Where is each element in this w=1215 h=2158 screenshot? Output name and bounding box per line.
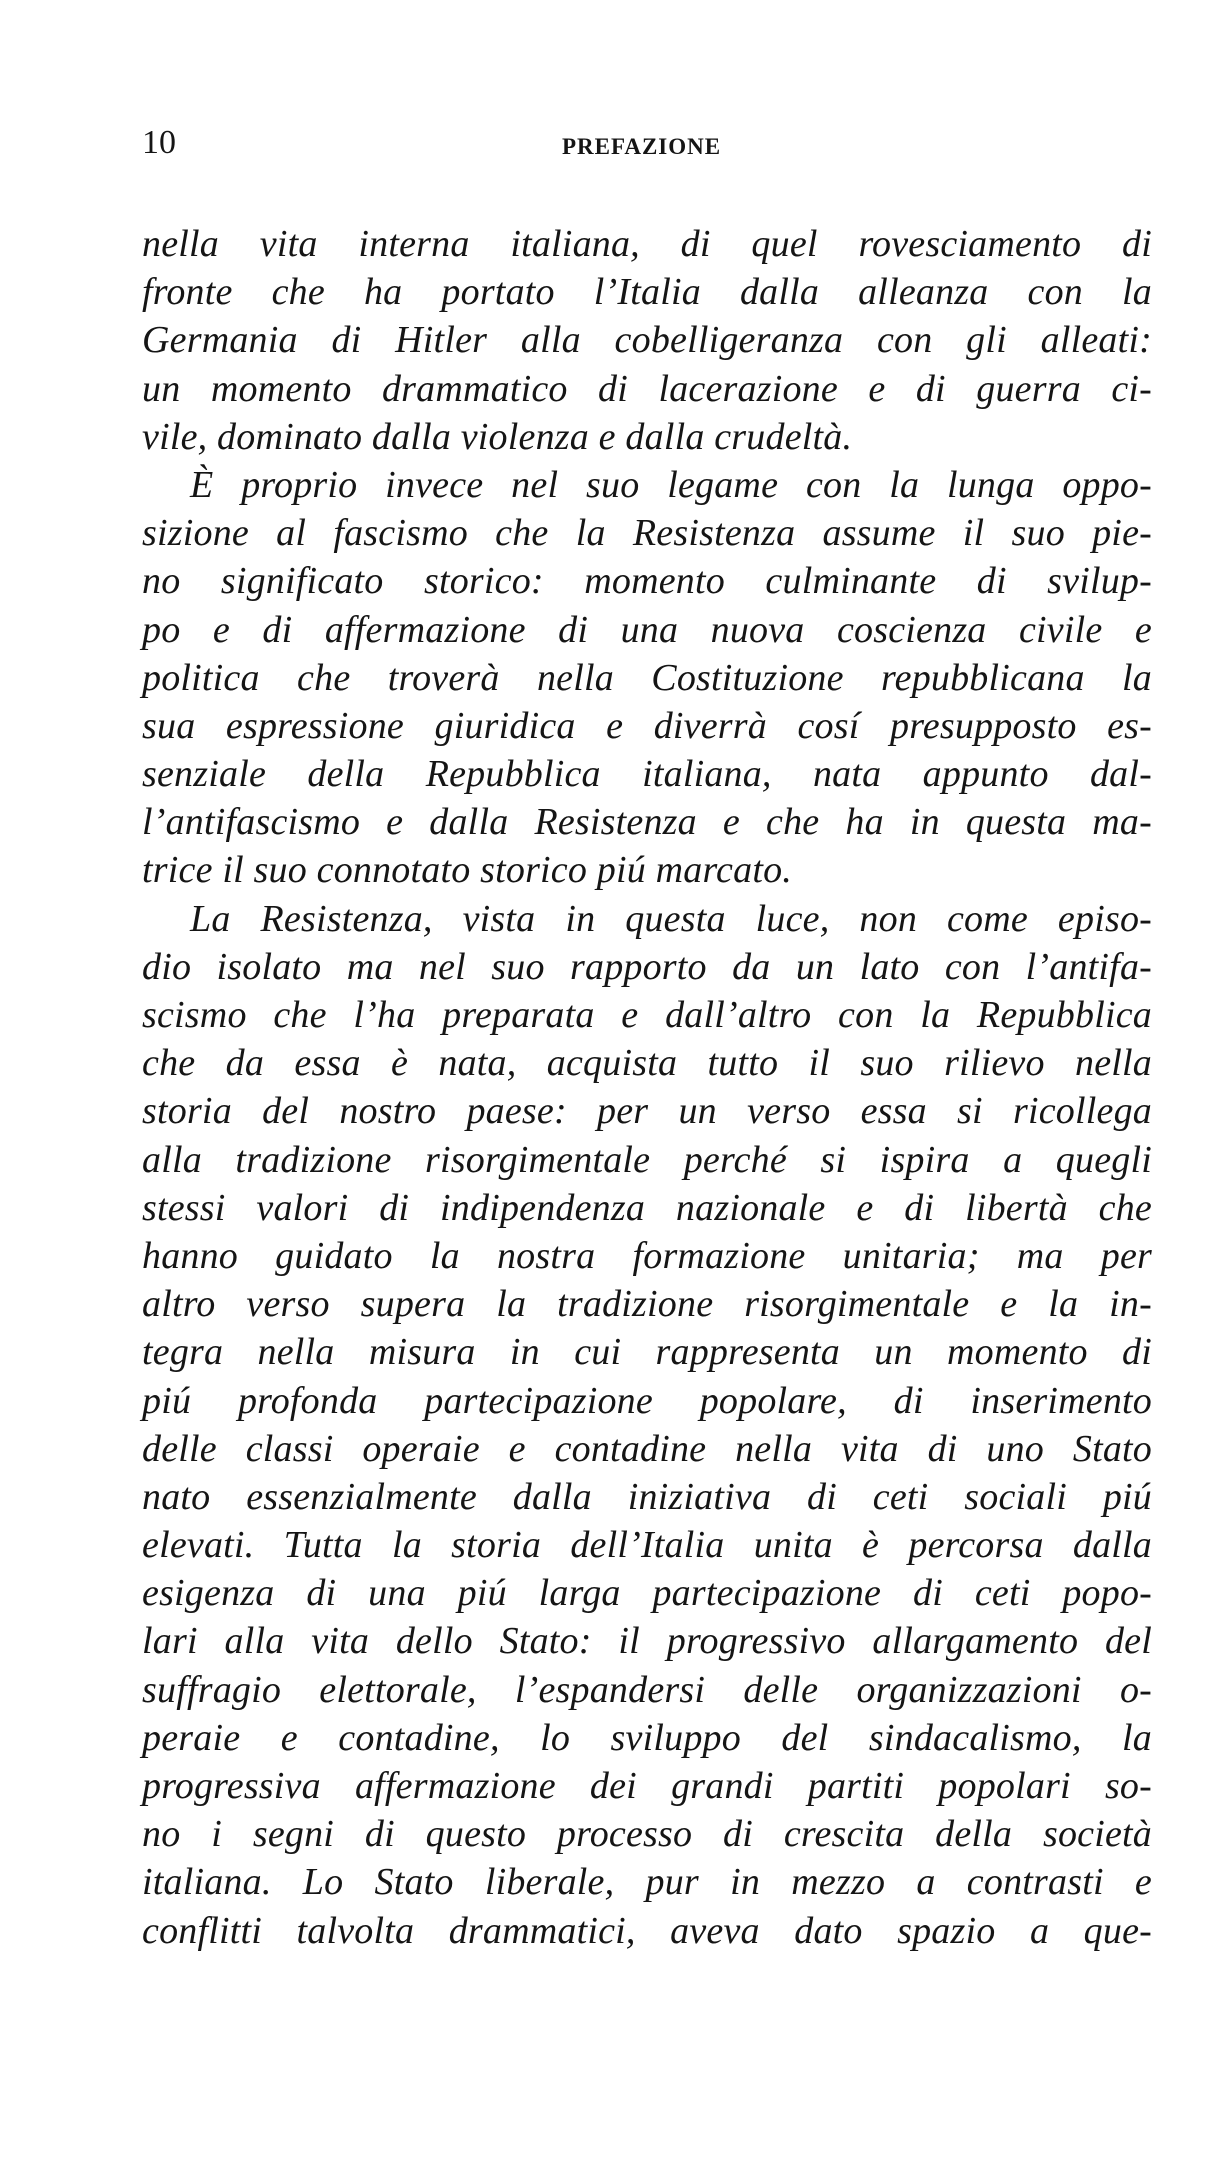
- text-line: lari alla vita dello Stato: il progressivo allargamento del: [142, 1620, 1152, 1663]
- text-line: che da essa è nata, acquista tutto il suo rilievo nella: [142, 1042, 1152, 1085]
- text-line: no i segni di questo processo di crescita della società: [142, 1813, 1152, 1856]
- text-line: piú profonda partecipazione popolare, di inserimento: [142, 1379, 1152, 1422]
- text-line: sua espressione giuridica e diverrà cosí presupposto es-: [142, 704, 1152, 747]
- text-line: peraie e contadine, lo sviluppo del sindacalismo, la: [142, 1716, 1152, 1759]
- text-line: trice il suo connotato storico piú marcato.: [142, 849, 792, 892]
- text-line: sizione al fascismo che la Resistenza assume il suo pie-: [142, 512, 1152, 555]
- text-line: senziale della Repubblica italiana, nata appunto dal-: [142, 753, 1152, 796]
- text-line: È proprio invece nel suo legame con la lunga oppo-: [190, 463, 1152, 506]
- text-line: altro verso supera la tradizione risorgimentale e la in-: [142, 1283, 1152, 1326]
- text-line: po e di affermazione di una nuova coscienza civile e: [142, 608, 1152, 651]
- text-line: conflitti talvolta drammatici, aveva dato spazio a que-: [142, 1909, 1152, 1952]
- text-line: no significato storico: momento culminante di svilup-: [142, 560, 1152, 603]
- text-line: nato essenzialmente dalla iniziativa di ceti sociali piú: [142, 1475, 1152, 1518]
- text-line: dio isolato ma nel suo rapporto da un lato con l’antifa-: [142, 945, 1152, 988]
- body-text: [142, 220, 1152, 1955]
- text-line: l’antifascismo e dalla Resistenza e che ha in questa ma-: [142, 801, 1152, 844]
- text-line: scismo che l’ha preparata e dall’altro con la Repubblica: [142, 994, 1152, 1036]
- text-line: politica che troverà nella Costituzione repubblicana la: [142, 656, 1152, 699]
- text-line: stessi valori di indipendenza nazionale e di libertà che: [142, 1186, 1152, 1229]
- text-line: vile, dominato dalla violenza e dalla crudeltà.: [142, 415, 853, 458]
- text-line: tegra nella misura in cui rappresenta un momento di: [142, 1331, 1152, 1374]
- text-line: nella vita interna italiana, di quel rovesciamento di: [142, 223, 1152, 265]
- text-line: La Resistenza, vista in questa luce, non come episo-: [190, 897, 1152, 940]
- text-line: esigenza di una piú larga partecipazione di ceti popo-: [142, 1572, 1152, 1615]
- text-line: suffragio elettorale, l’espandersi delle organizzazioni o-: [142, 1668, 1152, 1711]
- page-number: 10: [142, 124, 176, 161]
- text-line: delle classi operaie e contadine nella vita di uno Stato: [142, 1427, 1152, 1470]
- text-line: alla tradizione risorgimentale perché si ispira a quegli: [142, 1138, 1152, 1181]
- page-header: [142, 118, 1152, 168]
- text-line: storia del nostro paese: per un verso essa si ricollega: [142, 1090, 1152, 1133]
- text-line: progressiva affermazione dei grandi partiti popolari so-: [142, 1765, 1152, 1807]
- text-line: italiana. Lo Stato liberale, pur in mezzo a contrasti e: [142, 1861, 1152, 1904]
- text-line: elevati. Tutta la storia dell’Italia unita è percorsa dalla: [142, 1524, 1152, 1567]
- running-head: PREFAZIONE: [562, 134, 722, 159]
- text-line: fronte che ha portato l’Italia dalla alleanza con la: [142, 271, 1152, 314]
- text-line: un momento drammatico di lacerazione e di guerra ci-: [142, 367, 1152, 410]
- text-line: hanno guidato la nostra formazione unitaria; ma per: [142, 1234, 1152, 1277]
- text-line: Germania di Hitler alla cobelligeranza con gli alleati:: [142, 319, 1152, 362]
